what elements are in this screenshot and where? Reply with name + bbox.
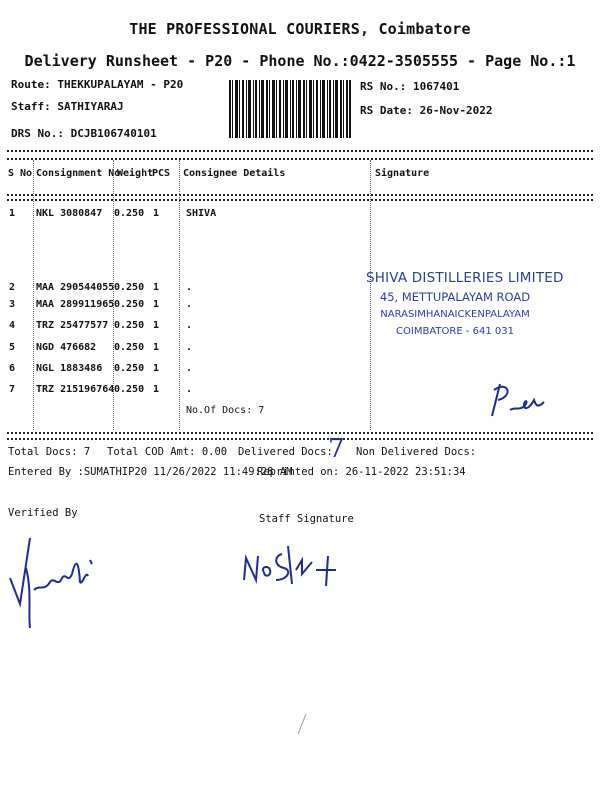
row-weight: 0.250 xyxy=(114,282,145,293)
col-header-consignee: Consignee Details xyxy=(183,168,286,179)
staff-signature-ink xyxy=(238,540,348,595)
row-pcs: 1 xyxy=(153,299,160,310)
divider xyxy=(7,438,593,440)
column-divider xyxy=(179,160,180,430)
row-consignee: . xyxy=(186,363,193,374)
row-consignment: MAA 290544055 xyxy=(36,282,115,293)
divider xyxy=(7,432,593,434)
row-consignee: . xyxy=(186,384,193,395)
row-sno: 4 xyxy=(9,320,16,331)
verified-by-signature xyxy=(4,530,114,640)
rs-date: RS Date: 26-Nov-2022 xyxy=(360,104,493,117)
row-sno: 3 xyxy=(9,299,16,310)
rs-number: RS No.: 1067401 xyxy=(360,80,460,93)
row-consignment: NGL 1883486 xyxy=(36,363,103,374)
row-consignment: MAA 289911965 xyxy=(36,299,115,310)
col-header-sno: S No xyxy=(8,168,33,179)
total-cod: Total COD Amt: 0.00 xyxy=(107,446,228,458)
row-sno: 2 xyxy=(9,282,16,293)
row-consignee: SHIVA xyxy=(186,208,217,219)
divider xyxy=(7,199,593,201)
total-docs: Total Docs: 7 xyxy=(8,446,91,458)
row-weight: 0.250 xyxy=(114,363,145,374)
row-pcs: 1 xyxy=(153,384,160,395)
delivered-docs-handwritten: 7 xyxy=(328,434,345,464)
row-consignment: TRZ 25477577 xyxy=(36,320,109,331)
company-title: THE PROFESSIONAL COURIERS, Coimbatore xyxy=(129,20,471,38)
stamp-line: 45, METTUPALAYAM ROAD xyxy=(379,290,531,304)
row-consignee: . xyxy=(186,282,193,293)
divider xyxy=(7,194,593,196)
row-pcs: 1 xyxy=(153,363,160,374)
row-consignee: . xyxy=(186,299,193,310)
pencil-mark xyxy=(292,712,312,736)
row-sno: 7 xyxy=(9,384,16,395)
runsheet-title: Delivery Runsheet - P20 - Phone No.:0422-3505555 - Page No.:1 xyxy=(24,52,576,70)
row-weight: 0.250 xyxy=(114,299,145,310)
row-weight: 0.250 xyxy=(114,320,145,331)
delivered-docs-label: Delivered Docs: xyxy=(238,446,333,458)
signature-stamp-scribble xyxy=(480,378,552,420)
row-pcs: 1 xyxy=(153,208,160,219)
row-pcs: 1 xyxy=(153,320,160,331)
row-weight: 0.250 xyxy=(114,208,145,219)
drs-number: DRS No.: DCJB106740101 xyxy=(11,127,157,140)
entered-by: Entered By :SUMATHIP20 11/26/2022 11:49:28 AM xyxy=(8,466,293,478)
row-weight: 0.250 xyxy=(114,342,145,353)
divider xyxy=(7,150,593,152)
col-header-consignment: Consignment No xyxy=(36,168,121,179)
staff-text: Staff: SATHIYARAJ xyxy=(11,100,124,113)
row-consignment: NGD 476682 xyxy=(36,342,97,353)
non-delivered-docs-label: Non Delivered Docs: xyxy=(356,446,477,458)
col-header-pcs: PCS xyxy=(152,168,171,179)
company-stamp xyxy=(366,270,564,337)
row-weight: 0.250 xyxy=(114,384,145,395)
row-consignee: . xyxy=(186,342,193,353)
verified-by-label: Verified By xyxy=(8,507,78,519)
divider xyxy=(7,158,593,160)
row-consignee: . xyxy=(186,320,193,331)
row-sno: 6 xyxy=(9,363,16,374)
stamp-line: COIMBATORE - 641 031 xyxy=(396,326,514,337)
row-consignment: TRZ 215196764 xyxy=(36,384,115,395)
reprinted-on: Reprinted on: 26-11-2022 23:51:34 xyxy=(257,466,466,478)
row-consignment: NKL 3080847 xyxy=(36,208,103,219)
stamp-line: NARASIMHANAICKENPALAYAM xyxy=(380,309,530,320)
col-header-signature: Signature xyxy=(375,168,430,179)
barcode-icon xyxy=(229,80,351,138)
route-text: Route: THEKKUPALAYAM - P20 xyxy=(11,78,184,91)
no-of-docs: No.Of Docs: 7 xyxy=(186,405,265,416)
stamp-line: SHIVA DISTILLERIES LIMITED xyxy=(366,270,564,286)
col-header-weight: Weight xyxy=(117,168,154,179)
row-pcs: 1 xyxy=(153,342,160,353)
row-pcs: 1 xyxy=(153,282,160,293)
column-divider xyxy=(33,160,34,430)
row-sno: 1 xyxy=(9,208,16,219)
staff-signature-label: Staff Signature xyxy=(259,513,354,525)
row-sno: 5 xyxy=(9,342,16,353)
